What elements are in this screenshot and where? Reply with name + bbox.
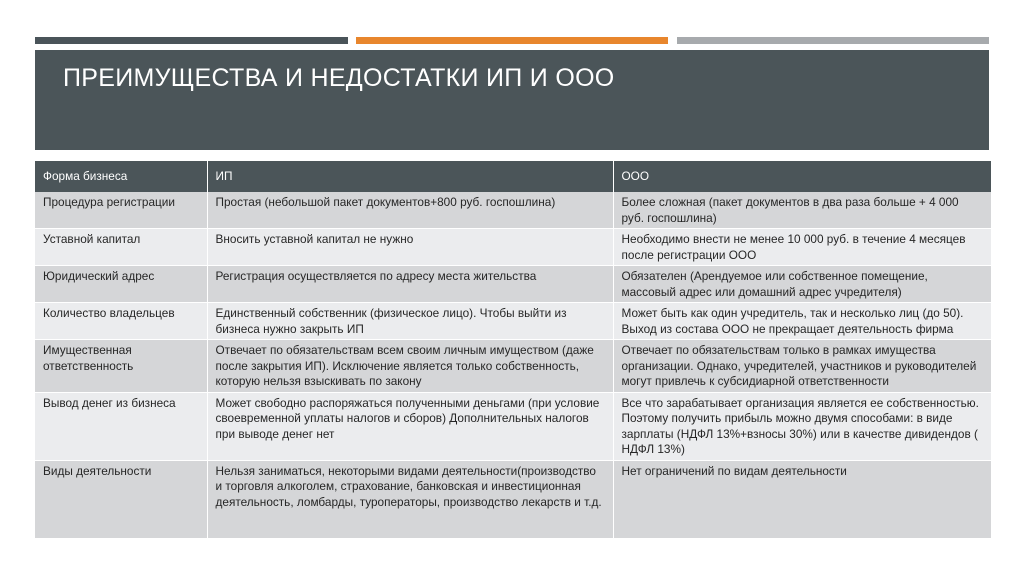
header-ip: ИП xyxy=(207,161,613,192)
table-header-row xyxy=(35,161,991,192)
header-ooo: ООО xyxy=(613,161,991,192)
row-label: Процедура регистрации xyxy=(35,192,207,229)
ip-cell: Единственный собственник (физическое лицо). Чтобы выйти из бизнеса нужно закрыть ИП xyxy=(207,303,613,340)
row-label: Вывод денег из бизнеса xyxy=(35,392,207,460)
ooo-cell: Необходимо внести не менее 10 000 руб. в течение 4 месяцев после регистрации ООО xyxy=(613,229,991,266)
row-label: Виды деятельности xyxy=(35,460,207,538)
accent-bar-orange xyxy=(356,37,668,44)
ooo-cell: Обязателен (Арендуемое или собственное помещение, массовый адрес или домашний адрес учредителя) xyxy=(613,266,991,303)
row-label: Количество владельцев xyxy=(35,303,207,340)
comparison-table xyxy=(35,161,992,539)
title-band xyxy=(35,50,989,150)
accent-bar-dark xyxy=(35,37,348,44)
header-business-form: Форма бизнеса xyxy=(35,161,207,192)
table-row xyxy=(35,392,991,460)
ooo-cell: Все что зарабатывает организация является ее собственностью. Поэтому получить прибыль можно двумя способами: в виде зарплаты (НДФЛ 13%+взносы 30%) или в качестве дивидендов ( НДФЛ 13%) xyxy=(613,392,991,460)
table-row xyxy=(35,340,991,393)
row-label: Имущественная ответственность xyxy=(35,340,207,393)
ip-cell: Отвечает по обязательствам всем своим личным имуществом (даже после закрытия ИП). Исключение является только собственность, которую нельзя взыскивать по закону xyxy=(207,340,613,393)
slide-title: ПРЕИМУЩЕСТВА И НЕДОСТАТКИ ИП И ООО xyxy=(63,64,615,92)
row-label: Юридический адрес xyxy=(35,266,207,303)
ip-cell: Может свободно распоряжаться полученными деньгами (при условие своевременной уплаты налогов и сборов) Дополнительных налогов при выводе денег нет xyxy=(207,392,613,460)
table-row xyxy=(35,192,991,229)
ip-cell: Простая (небольшой пакет документов+800 руб. госпошлина) xyxy=(207,192,613,229)
ip-cell: Регистрация осуществляется по адресу места жительства xyxy=(207,266,613,303)
accent-bar-gray xyxy=(677,37,989,44)
row-label: Уставной капитал xyxy=(35,229,207,266)
table-row xyxy=(35,229,991,266)
ip-cell: Вносить уставной капитал не нужно xyxy=(207,229,613,266)
ooo-cell: Отвечает по обязательствам только в рамках имущества организации. Однако, учредителей, участников и руководителей могут привлечь к субсидиарной ответственности xyxy=(613,340,991,393)
table-row xyxy=(35,460,991,538)
ooo-cell: Может быть как один учредитель, так и несколько лиц (до 50). Выход из состава ООО не прекращает деятельность фирма xyxy=(613,303,991,340)
ooo-cell: Нет ограничений по видам деятельности xyxy=(613,460,991,538)
ip-cell: Нельзя заниматься, некоторыми видами деятельности(производство и торговля алкоголем, страхование, банковская и инвестиционная деятельность, ломбарды, туроператоры, производство лекарств и т.д. xyxy=(207,460,613,538)
table-row xyxy=(35,266,991,303)
table-row xyxy=(35,303,991,340)
ooo-cell: Более сложная (пакет документов в два раза больше + 4 000 руб. госпошлина) xyxy=(613,192,991,229)
